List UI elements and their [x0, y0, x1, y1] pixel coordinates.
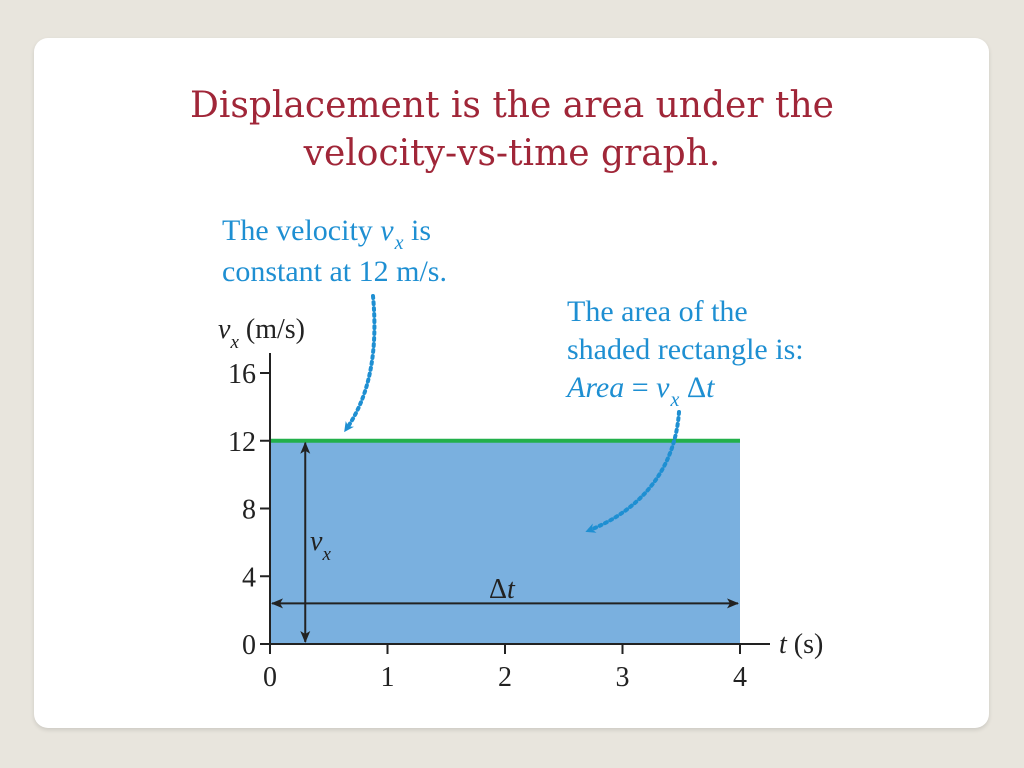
y-tick-label: 8	[242, 494, 256, 526]
dt-t: t	[507, 574, 515, 605]
y-ticks	[228, 359, 270, 661]
velocity-annotation-line-2: constant at 12 m/s.	[222, 255, 447, 288]
x-axis-label	[779, 629, 823, 660]
area-formula-v: v	[656, 371, 670, 404]
velocity-pointer-arrow	[347, 296, 374, 428]
area-annotation-line-1: The area of the	[567, 295, 748, 328]
dt-delta: Δ	[489, 574, 508, 605]
dt-width-label	[489, 574, 516, 605]
velocity-annotation-text-b: is	[403, 214, 432, 247]
x-tick-label: 4	[733, 662, 747, 693]
y-tick-label: 4	[242, 562, 256, 594]
velocity-annotation-text-a: The velocity	[222, 214, 381, 247]
y-axis-subscript: x	[230, 332, 239, 353]
area-formula-t: t	[706, 371, 715, 404]
x-tick-label: 3	[615, 662, 630, 693]
area-formula-sub: x	[670, 389, 680, 411]
velocity-subscript: x	[394, 232, 404, 254]
area-formula-delta: Δ	[679, 371, 707, 404]
area-annotation-line-2: shaded rectangle is:	[567, 333, 804, 366]
displacement-area	[270, 441, 740, 644]
area-formula-eq: =	[624, 371, 657, 404]
y-axis-label	[218, 314, 305, 353]
x-ticks	[263, 644, 747, 693]
y-tick-label: 0	[242, 630, 256, 661]
y-axis-unit: (m/s)	[238, 314, 305, 345]
y-tick-label: 16	[228, 359, 256, 390]
vx-height-subscript: x	[322, 544, 331, 565]
title-line-1: Displacement is the area under the	[190, 85, 834, 126]
x-axis-symbol: t	[779, 629, 787, 660]
x-tick-label: 2	[498, 662, 512, 693]
y-tick-label: 12	[228, 426, 256, 458]
x-tick-label: 1	[380, 662, 395, 693]
title-line-2: velocity-vs-time graph.	[303, 133, 721, 174]
x-axis-unit: (s)	[786, 629, 824, 660]
x-tick-label: 0	[263, 662, 277, 693]
area-formula-area: Area	[567, 371, 625, 404]
y-axis-symbol: v	[218, 314, 231, 345]
vx-height-symbol: v	[310, 526, 323, 557]
velocity-symbol: v	[380, 214, 394, 247]
